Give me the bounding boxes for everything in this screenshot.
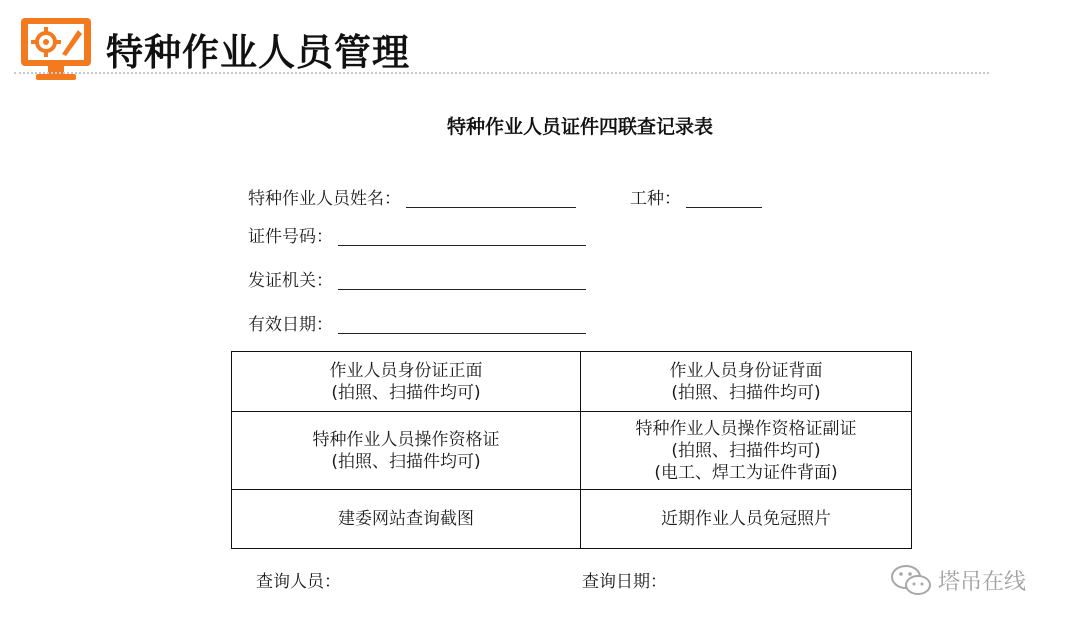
job-field [630, 184, 762, 209]
inquiry-date-label: 查询日期： [582, 572, 667, 592]
cell-line: (拍照、扫描件均可) [331, 451, 481, 472]
cell-line: (拍照、扫描件均可) [671, 382, 821, 403]
cell-line: (拍照、扫描件均可) [671, 440, 821, 461]
cell-line: 特种作业人员操作资格证副证 [635, 418, 857, 439]
name-label: 特种作业人员姓名： [248, 189, 401, 209]
wechat-icon [890, 563, 932, 597]
cell-line: 作业人员身份证背面 [669, 360, 823, 381]
cell-line: 近期作业人员免冠照片 [661, 509, 831, 529]
form-title: 特种作业人员证件四联查记录表 [446, 116, 713, 138]
cell-line: 特种作业人员操作资格证 [312, 429, 500, 450]
watermark-text: 塔吊在线 [938, 569, 1027, 595]
job-label: 工种： [630, 189, 681, 209]
valid-blank [338, 313, 586, 334]
grid-cell-id-front [232, 352, 581, 412]
valid-date-field [248, 310, 586, 335]
cert-no-field [248, 222, 586, 247]
watermark [890, 563, 1026, 597]
inquirer-label: 查询人员： [256, 572, 341, 592]
job-blank [686, 187, 762, 208]
grid-cell-operation-cert-copy [581, 412, 911, 490]
name-field [248, 184, 576, 209]
cert-no-label: 证件号码： [248, 227, 333, 247]
cell-line: (电工、焊工为证件背面) [654, 462, 838, 483]
cell-line: (拍照、扫描件均可) [331, 382, 481, 403]
valid-label: 有效日期： [248, 315, 333, 335]
grid-cell-recent-photo [581, 490, 911, 548]
cert-no-blank [338, 225, 586, 246]
name-blank [406, 187, 576, 208]
grid-cell-id-back [581, 352, 911, 412]
grid-cell-operation-cert [232, 412, 581, 490]
cell-line: 作业人员身份证正面 [329, 360, 483, 381]
document-grid [231, 351, 912, 549]
issuer-label: 发证机关： [248, 271, 333, 291]
page-title: 特种作业人员管理 [106, 31, 410, 74]
cell-line: 建委网站查询截图 [338, 509, 474, 529]
header-divider [14, 72, 989, 74]
grid-cell-website-screenshot [232, 490, 581, 548]
issuer-field [248, 266, 586, 291]
issuer-blank [338, 269, 586, 290]
